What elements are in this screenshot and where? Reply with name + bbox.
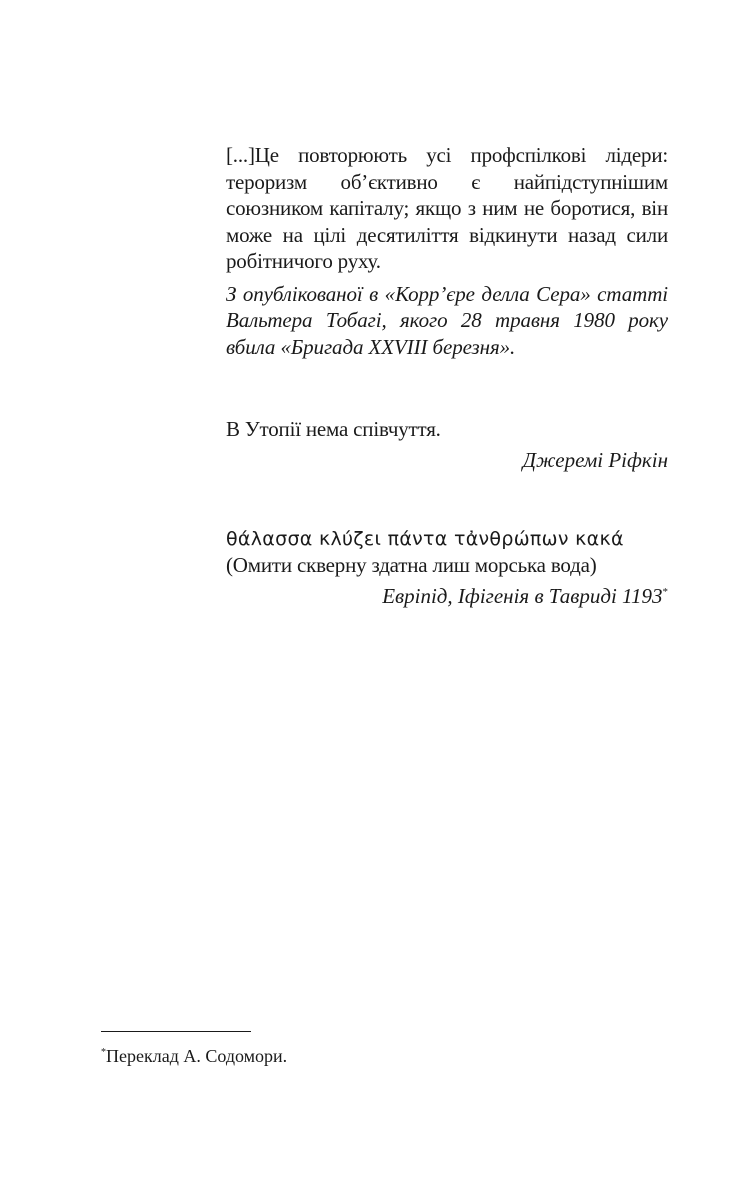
- footnote-marker: *: [101, 1047, 106, 1058]
- footnote-text: Переклад А. Содомори.: [106, 1046, 288, 1066]
- footnote-separator: [101, 1031, 251, 1032]
- epigraph-rifkin-text: В Утопії нема співчуття.: [226, 417, 441, 441]
- epigraph-euripides-translation: (Омити скверну здатна лиш морська вода): [226, 553, 597, 577]
- epigraph-rifkin: [226, 416, 668, 473]
- epigraph-euripides-greek: θάλασσα κλύζει πάντα τἀνθρώπων κακά: [226, 528, 624, 550]
- footnote: [101, 1045, 287, 1067]
- epigraph-tobagi-text: [...]Це повторюють усі профспілкові лідери: тероризм об’єктивно є найпідступнішим союзником капіталу; якщо з ним не боротися, він може на цілі десятиліття відкинути назад сили робітничого руху.: [226, 143, 668, 273]
- epigraph-euripides-attribution: [226, 583, 668, 610]
- epigraphs: [226, 142, 668, 609]
- epigraph-euripides-author: Евріпід, Іфігенія в Тавриді 1193: [382, 583, 663, 608]
- epigraph-tobagi-source: З опублікованої в «Корр’єре делла Сера» статті Вальтера Тобагі, якого 28 травня 1980 року вбила «Бригада XXVIII березня».: [226, 281, 668, 359]
- epigraph-tobagi: [226, 142, 668, 360]
- footnote-reference-marker[interactable]: *: [662, 585, 668, 598]
- epigraph-rifkin-author: Джеремі Ріфкін: [522, 447, 668, 472]
- epigraph-euripides: [226, 526, 668, 609]
